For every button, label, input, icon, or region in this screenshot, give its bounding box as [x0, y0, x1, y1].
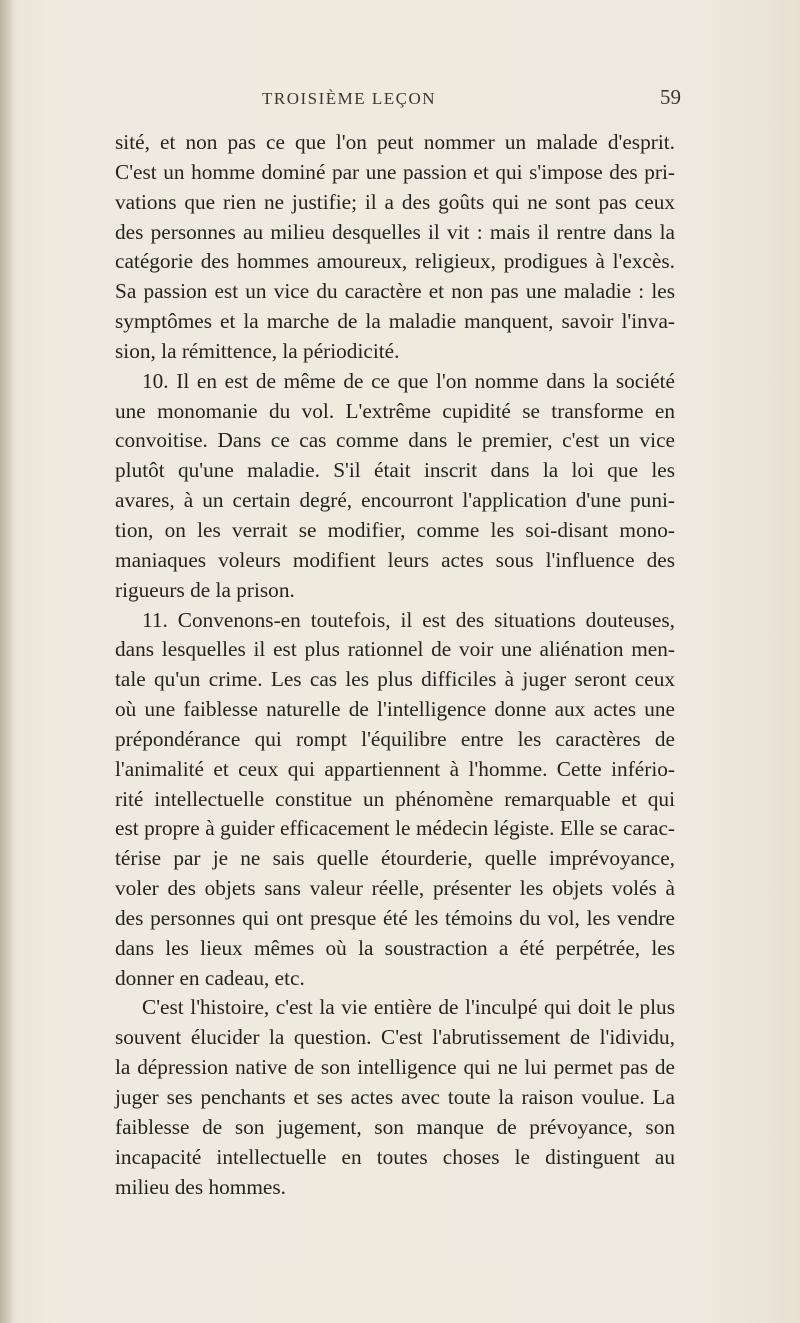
- text-line: une monomanie du vol. L'extrême cupidité se transforme en: [115, 398, 675, 423]
- text-line: avares, à un certain degré, encourront l'application d'une puni-: [115, 488, 675, 513]
- text-line: rité intellectuelle constitue un phénomène remarquable et qui: [115, 786, 675, 811]
- paragraph-10-start: 10. Il en est de même de ce que l'on nomme dans la société: [142, 368, 675, 393]
- text-line: est propre à guider efficacement le médecin légiste. Elle se carac-: [115, 816, 675, 841]
- text-line: faiblesse de son jugement, son manque de prévoyance, son: [115, 1114, 675, 1139]
- text-line: la dépression native de son intelligence qui ne lui permet pas de: [115, 1055, 675, 1080]
- text-line: où une faiblesse naturelle de l'intelligence donne aux actes une: [115, 697, 675, 722]
- body-text: [115, 128, 675, 1202]
- text-line: dans les lieux mêmes où la soustraction a été perpétrée, les: [115, 935, 675, 960]
- text-line: vations que rien ne justifie; il a des goûts qui ne sont pas ceux: [115, 189, 675, 214]
- text-line: incapacité intellectuelle en toutes choses le distinguent au: [115, 1144, 675, 1169]
- page-number: 59: [660, 85, 681, 109]
- text-line: tion, on les verrait se modifier, comme les soi-disant mono-: [115, 517, 675, 542]
- text-line: dans lesquelles il est plus rationnel de voir une aliénation men-: [115, 637, 675, 662]
- binding-gutter-shadow: [0, 0, 14, 1323]
- paragraph-11-start: 11. Convenons-en toutefois, il est des situations douteuses,: [142, 607, 675, 632]
- text-line: catégorie des hommes amoureux, religieux, prodigues à l'excès.: [115, 249, 675, 274]
- text-line: sité, et non pas ce que l'on peut nommer un malade d'esprit.: [115, 130, 675, 154]
- text-line: souvent élucider la question. C'est l'abrutissement de l'idividu,: [115, 1025, 675, 1050]
- text-line: C'est un homme dominé par une passion et qui s'impose des pri-: [115, 159, 675, 184]
- text-line: des personnes au milieu desquelles il vit : mais il rentre dans la: [115, 219, 675, 244]
- text-line: rigueurs de la prison.: [115, 577, 295, 602]
- paragraph-start: C'est l'histoire, c'est la vie entière de l'inculpé qui doit le plus: [142, 995, 675, 1020]
- text-line: symptômes et la marche de la maladie manquent, savoir l'inva-: [115, 309, 675, 334]
- text-line: plutôt qu'une maladie. S'il était inscrit dans la loi que les: [115, 458, 675, 483]
- text-line: milieu des hommes.: [115, 1174, 286, 1199]
- text-line: tale qu'un crime. Les cas les plus difficiles à juger seront ceux: [115, 667, 675, 692]
- text-line: l'animalité et ceux qui appartiennent à l'homme. Cette infério-: [115, 756, 675, 781]
- text-line: térise par je ne sais quelle étourderie, quelle imprévoyance,: [115, 846, 675, 871]
- text-line: Sa passion est un vice du caractère et non pas une maladie : les: [115, 279, 675, 304]
- text-line: maniaques voleurs modifient leurs actes sous l'influence des: [115, 547, 675, 572]
- text-line: prépondérance qui rompt l'équilibre entre les caractères de: [115, 726, 675, 751]
- chapter-title: TROISIÈME LEÇON: [262, 89, 437, 108]
- text-line: des personnes qui ont presque été les témoins du vol, les vendre: [115, 905, 675, 930]
- text-line: voler des objets sans valeur réelle, présenter les objets volés à: [115, 876, 675, 901]
- text-line: donner en cadeau, etc.: [115, 965, 305, 990]
- text-line: sion, la rémittence, la périodicité.: [115, 338, 400, 363]
- text-line: juger ses penchants et ses actes avec toute la raison voulue. La: [115, 1085, 675, 1109]
- text-line: convoitise. Dans ce cas comme dans le premier, c'est un vice: [115, 428, 675, 453]
